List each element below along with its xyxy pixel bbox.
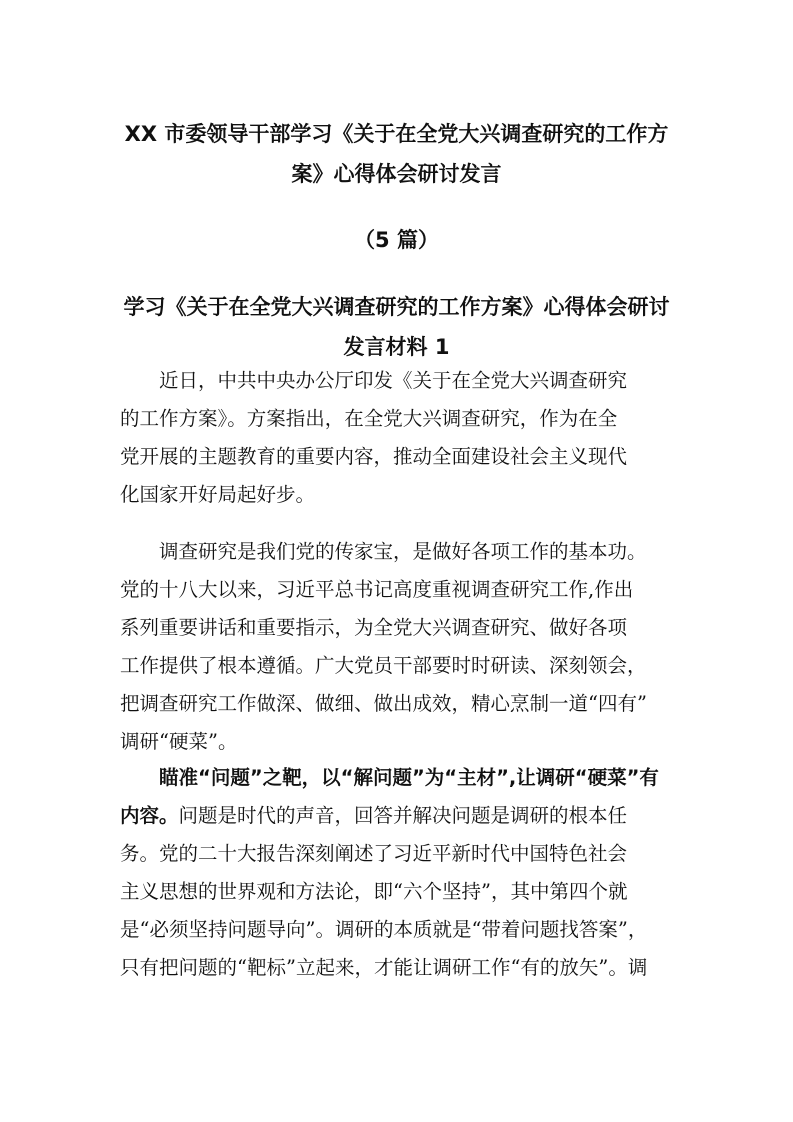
paragraph-line: 主义思想的世界观和方法论，即“六个坚持”，其中第四个就 [120, 880, 628, 903]
paragraph-line: 调研“硬菜”。 [120, 730, 238, 753]
paragraph-lead-heading-end: 内容。 [120, 804, 179, 827]
paragraph-line: 务。党的二十大报告深刻阐述了习近平新时代中国特色社会 [120, 842, 628, 865]
paragraph-line: 化国家开好局起好步。 [120, 483, 316, 506]
paragraph-line: 近日，中共中央办公厅印发《关于在全党大兴调查研究 [159, 369, 628, 392]
document-title-line-2: 案》心得体会研讨发言 [291, 162, 502, 186]
paragraph-line: 系列重要讲话和重要指示，为全党大兴调查研究、做好各项 [120, 616, 628, 639]
paragraph-line: 是“必须坚持问题导向”。调研的本质就是“带着问题找答案”， [120, 918, 648, 941]
paragraph-3 [120, 759, 680, 987]
paragraph-line: 的工作方案》。方案指出，在全党大兴调查研究，作为在全 [120, 407, 618, 430]
paragraph-2 [120, 533, 680, 761]
paragraph-line: 党开展的主题教育的重要内容，推动全面建设社会主义现代 [120, 445, 628, 468]
article-count-label: （5 篇） [354, 228, 439, 252]
paragraph-line: 党的十八大以来，习近平总书记高度重视调查研究工作,作出 [120, 578, 634, 601]
section-title-line-1: 学习《关于在全党大兴调查研究的工作方案》心得体会研讨 [123, 295, 670, 319]
paragraph-line: 工作提供了根本遵循。广大党员干部要时时研读、深刻领会， [120, 654, 647, 677]
paragraph-line: 把调查研究工作做深、做细、做出成效，精心烹制一道“四有” [120, 692, 647, 715]
document-title-line-1: XX 市委领导干部学习《关于在全党大兴调查研究的工作方 [124, 122, 669, 146]
section-title-line-2: 发言材料 1 [343, 335, 450, 359]
paragraph-lead-heading: 瞄准“问题”之靶，以“解问题”为“主材”,让调研“硬菜”有 [159, 766, 659, 789]
paragraph-line: 调查研究是我们党的传家宝，是做好各项工作的基本功。 [159, 540, 647, 563]
paragraph-line: 内容。问题是时代的声音，回答并解决问题是调研的根本任 [120, 804, 628, 827]
paragraph-1 [120, 362, 680, 514]
paragraph-line: 只有把问题的“靶标”立起来，才能让调研工作“有的放矢”。调 [120, 956, 648, 979]
